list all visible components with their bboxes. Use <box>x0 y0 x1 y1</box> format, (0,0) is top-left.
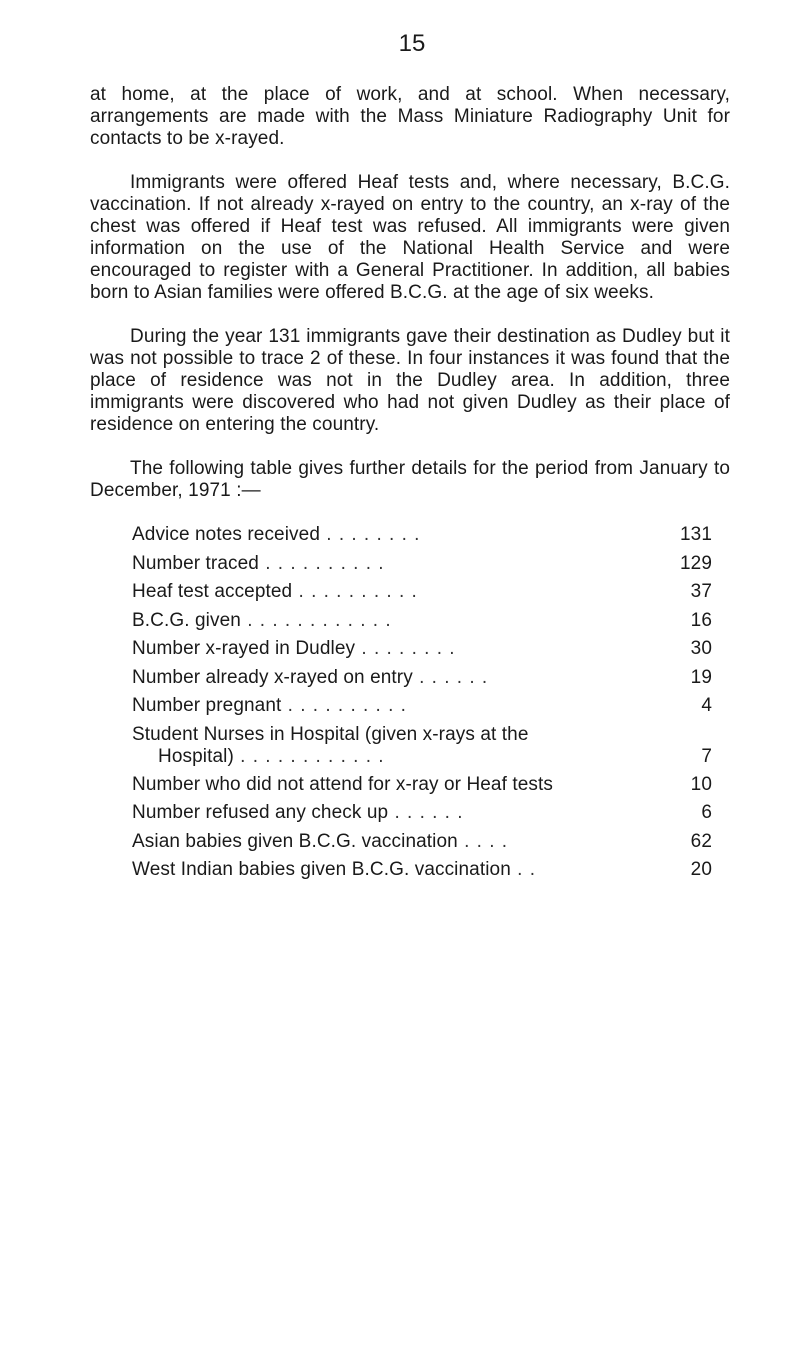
leader-dots: . . . . . . . . . . <box>258 552 385 574</box>
leader-dots: . . . . . . . . . . <box>281 695 407 716</box>
table-row-student-nurses <box>132 724 730 768</box>
leader-dots: . . . . <box>457 830 509 852</box>
row-value: 7 <box>701 745 712 767</box>
row-value: 16 <box>690 609 712 631</box>
row-value: 37 <box>690 581 712 602</box>
leader-dots: . . . . . . . . <box>319 524 421 545</box>
row-label-line1: Student Nurses in Hospital (given x-rays at the <box>132 723 529 745</box>
paragraph-year-summary: During the year 131 immigrants gave their destination as Dudley but it was not possible to trace 2 of these. In four instances it was found that the place of residence was not in the Dudley area. In addition, three immigrants were discovered who had not given Dudley as their place of residence on entering the country. <box>90 326 730 435</box>
statistics-table <box>90 524 730 888</box>
row-label: Number x-rayed in Dudley <box>132 638 356 659</box>
table-row <box>132 831 730 860</box>
table-row <box>132 802 730 831</box>
row-value: 62 <box>690 830 712 852</box>
page-number: 15 <box>398 30 426 57</box>
leader-dots: . . . . . . . . <box>355 638 456 659</box>
document-body <box>90 84 730 888</box>
paragraph-contacts: at home, at the place of work, and at school. When necessary, arrangements are made with the Mass Miniature Radiography Unit for contacts to be x-rayed. <box>90 84 730 149</box>
leader-dots: . . . . . . <box>388 802 464 823</box>
leader-dots: . . <box>510 859 536 880</box>
table-row <box>132 859 730 888</box>
row-label: Heaf test accepted <box>132 581 293 602</box>
paragraph-table-intro: The following table gives further details for the period from January to December, 1971 :— <box>90 458 730 501</box>
table-row <box>132 695 730 724</box>
row-value: 131 <box>679 524 712 545</box>
row-value: 6 <box>701 802 712 823</box>
leader-dots: . . . . . . . . . . <box>292 581 418 602</box>
row-label: Number who did not attend for x-ray or Heaf tests <box>132 773 553 795</box>
row-value: 20 <box>690 859 712 880</box>
row-label-line2: Hospital) <box>158 745 234 767</box>
table-row <box>132 524 730 553</box>
table-row <box>132 638 730 667</box>
row-value: 129 <box>679 552 712 574</box>
row-value: 4 <box>701 695 712 716</box>
row-label: Number refused any check up <box>132 802 389 823</box>
row-value: 10 <box>690 773 712 795</box>
table-row <box>132 581 730 610</box>
paragraph-immigrants-offered: Immigrants were offered Heaf tests and, where necessary, B.C.G. vaccination. If not already x-rayed on entry to the country, an x-ray of the chest was offered if Heaf test was refused. All immigrants were given information on the use of the National Health Service and were encouraged to register with a General Practitioner. In addition, all babies born to Asian families were offered B.C.G. at the age of six weeks. <box>90 172 730 303</box>
row-value: 19 <box>690 666 712 688</box>
leader-dots: . . . . . . . . . . . . <box>240 609 392 631</box>
leader-dots: . . . . . . . . . . . . <box>233 745 385 767</box>
row-label: Advice notes received <box>132 524 320 545</box>
row-label: Number pregnant <box>132 695 282 716</box>
row-label: Asian babies given B.C.G. vaccination <box>132 830 458 852</box>
row-label: Number traced <box>132 552 259 574</box>
row-label: Number already x-rayed on entry <box>132 666 413 688</box>
row-label: B.C.G. given <box>132 609 241 631</box>
table-row <box>132 553 730 582</box>
table-row <box>132 610 730 639</box>
row-label: West Indian babies given B.C.G. vaccination <box>132 859 511 880</box>
leader-dots: . . . . . . <box>412 666 489 688</box>
row-value: 30 <box>690 638 712 659</box>
table-row <box>132 774 730 803</box>
table-row <box>132 667 730 696</box>
